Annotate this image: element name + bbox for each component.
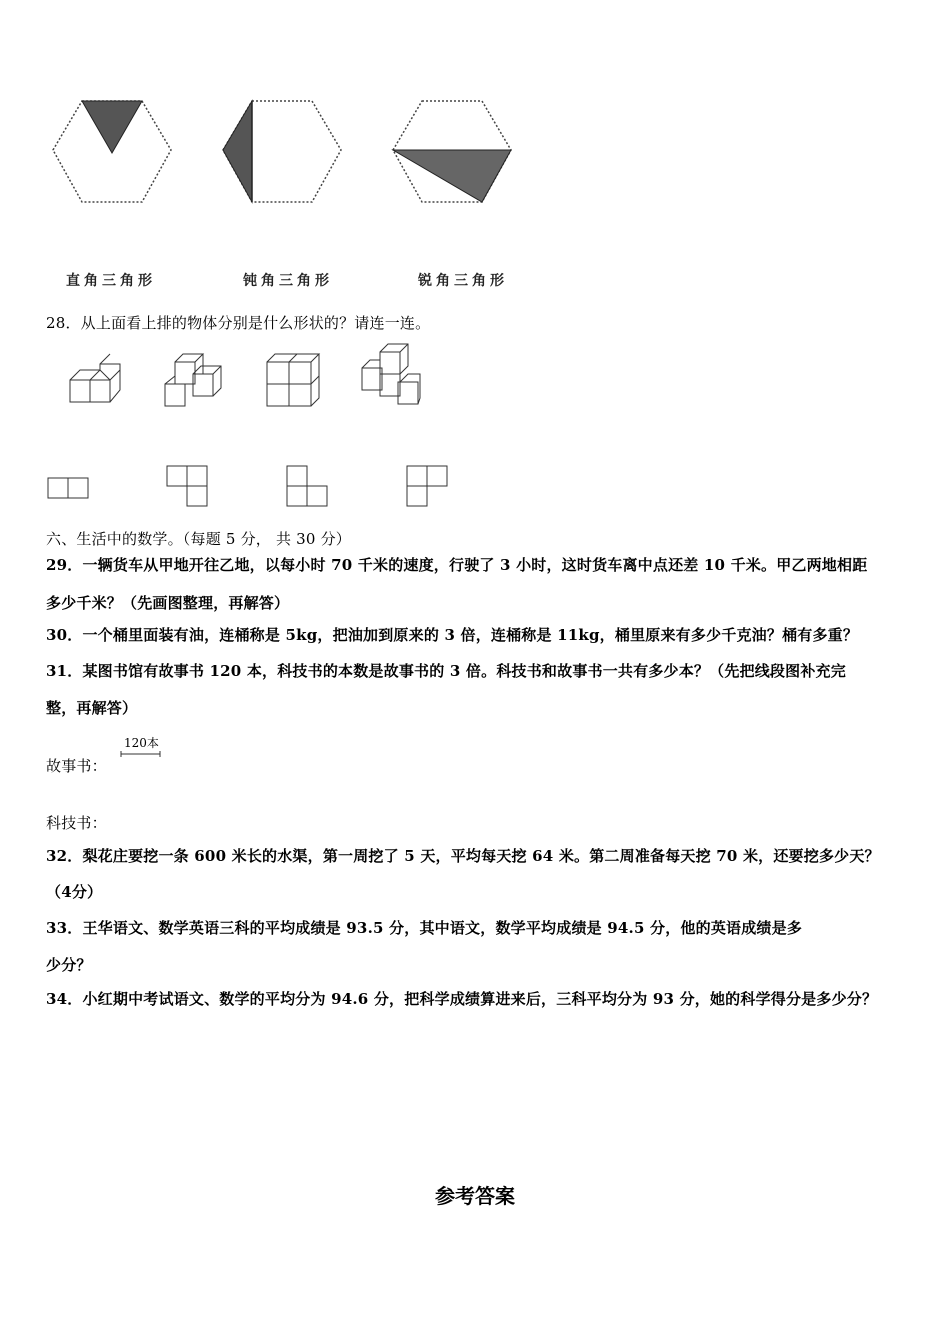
hexagon-obtuse-triangle-figure: [220, 98, 345, 208]
cube-figure-2: [163, 350, 225, 410]
hexagon-label-acute: 锐角三角形: [418, 273, 508, 289]
hexagon-label-right: 直角三角形: [66, 273, 156, 289]
question-32-line1: 32．梨花庄要挖一条 600 米长的水渠，第一周挖了 5 天，平均每天挖 64 米。第二周准备每天挖 70 米，还要挖多少天？: [46, 847, 880, 865]
question-33-line2: 少分？: [46, 956, 92, 974]
view-figure-2: [166, 465, 212, 509]
answer-section-title: 参考答案: [435, 1184, 515, 1208]
diagram-story-segment: [120, 749, 162, 759]
cube-figure-3: [265, 352, 325, 408]
question-31-line2: 整，再解答）: [46, 699, 138, 717]
question-29-line1: 29．一辆货车从甲地开往乙地，以每小时 70 千米的速度，行驶了 3 小时，这时货车离中点还差 10 千米。甲乙两地相距: [46, 556, 868, 574]
view-figure-1: [47, 477, 91, 501]
question-33-line1: 33．王华语文、数学英语三科的平均成绩是 93.5 分，其中语文，数学平均成绩是 94.5 分，他的英语成绩是多: [46, 919, 803, 937]
cube-figure-4: [358, 342, 424, 408]
cube-figure-1: [68, 362, 128, 406]
question-28: 28．从上面看上排的物体分别是什么形状的？请连一连。: [46, 314, 431, 332]
question-30: 30．一个桶里面装有油，连桶称是 5kg，把油加到原来的 3 倍，连桶称是 11kg，桶里原来有多少千克油？桶有多重？: [46, 626, 859, 644]
hexagon-right-triangle-figure: [50, 98, 175, 208]
question-31-line1: 31．某图书馆有故事书 120 本，科技书的本数是故事书的 3 倍。科技书和故事书一共有多少本？（先把线段图补充完: [46, 662, 846, 680]
diagram-segment-label: 120本: [124, 736, 159, 750]
view-figure-4: [406, 465, 452, 509]
question-32-line2: （4分）: [46, 883, 103, 901]
section-6-heading: 六、生活中的数学。（每题 5 分， 共 30 分）: [46, 530, 351, 548]
question-34: 34．小红期中考试语文、数学的平均分为 94.6 分，把科学成绩算进来后，三科平均分为 93 分，她的科学得分是多少分？: [46, 990, 878, 1008]
question-29-line2: 多少千米？（先画图整理，再解答）: [46, 594, 290, 612]
view-figure-3: [286, 465, 332, 509]
diagram-story-label: 故事书：: [46, 757, 107, 775]
diagram-science-label: 科技书：: [46, 814, 107, 832]
hexagon-label-obtuse: 钝角三角形: [243, 273, 333, 289]
hexagon-acute-triangle-figure: [390, 98, 515, 208]
